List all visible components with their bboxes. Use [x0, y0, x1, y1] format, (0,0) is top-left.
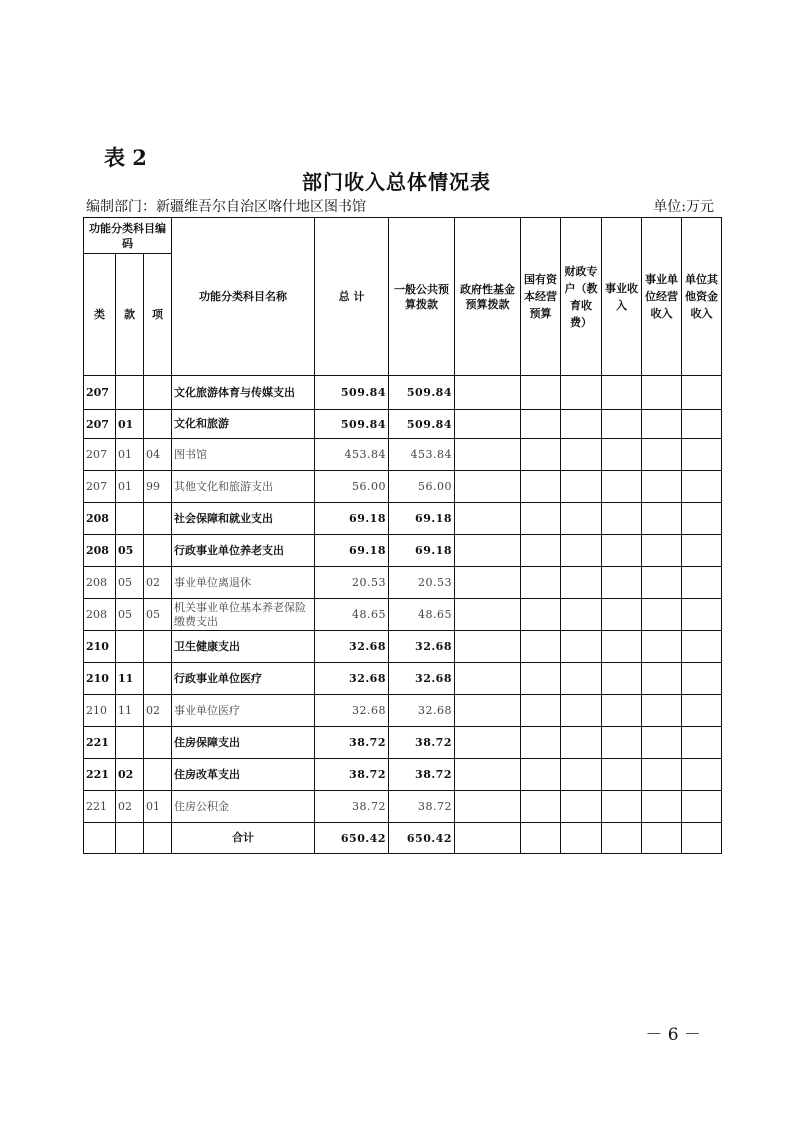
operation-income-cell [642, 759, 682, 791]
total-cell: 38.72 [315, 759, 389, 791]
other-income-cell [682, 410, 722, 439]
total-cell: 38.72 [315, 727, 389, 759]
fiscal-special-cell [561, 695, 602, 727]
kuan-cell: 02 [116, 791, 144, 823]
business-income-cell [602, 631, 642, 663]
header-lei: 类 [84, 254, 116, 376]
fiscal-special-cell [561, 471, 602, 503]
state-capital-cell [521, 376, 561, 410]
name-cell: 卫生健康支出 [172, 631, 315, 663]
fund-cell [455, 410, 521, 439]
fund-cell [455, 567, 521, 599]
general-cell: 69.18 [389, 535, 455, 567]
business-income-cell [602, 503, 642, 535]
other-income-cell [682, 823, 722, 854]
business-income-cell [602, 599, 642, 631]
name-cell: 文化旅游体育与传媒支出 [172, 376, 315, 410]
lei-cell: 210 [84, 695, 116, 727]
kuan-cell [116, 823, 144, 854]
lei-cell: 210 [84, 663, 116, 695]
xiang-cell: 02 [144, 567, 172, 599]
state-capital-cell [521, 695, 561, 727]
fund-cell [455, 599, 521, 631]
general-cell: 32.68 [389, 695, 455, 727]
kuan-cell: 02 [116, 759, 144, 791]
table-row [84, 663, 722, 695]
state-capital-cell [521, 663, 561, 695]
state-capital-cell [521, 631, 561, 663]
other-income-cell [682, 439, 722, 471]
lei-cell: 221 [84, 791, 116, 823]
fiscal-special-cell [561, 759, 602, 791]
operation-income-cell [642, 410, 682, 439]
operation-income-cell [642, 823, 682, 854]
other-income-cell [682, 471, 722, 503]
operation-income-cell [642, 471, 682, 503]
lei-cell: 221 [84, 759, 116, 791]
name-cell: 住房公积金 [172, 791, 315, 823]
total-cell: 69.18 [315, 535, 389, 567]
header-total: 总 计 [315, 218, 389, 376]
xiang-cell: 99 [144, 471, 172, 503]
kuan-cell: 01 [116, 439, 144, 471]
table-row [84, 410, 722, 439]
name-cell: 文化和旅游 [172, 410, 315, 439]
operation-income-cell [642, 503, 682, 535]
fund-cell [455, 535, 521, 567]
fiscal-special-cell [561, 503, 602, 535]
other-income-cell [682, 695, 722, 727]
business-income-cell [602, 823, 642, 854]
lei-cell: 208 [84, 503, 116, 535]
xiang-cell [144, 410, 172, 439]
other-income-cell [682, 663, 722, 695]
operation-income-cell [642, 535, 682, 567]
fund-cell [455, 695, 521, 727]
name-cell: 事业单位医疗 [172, 695, 315, 727]
fund-cell [455, 503, 521, 535]
state-capital-cell [521, 567, 561, 599]
xiang-cell: 01 [144, 791, 172, 823]
general-cell: 650.42 [389, 823, 455, 854]
kuan-cell: 11 [116, 663, 144, 695]
header-business-income: 事业收入 [602, 218, 642, 376]
business-income-cell [602, 791, 642, 823]
general-cell: 48.65 [389, 599, 455, 631]
table-row [84, 503, 722, 535]
general-cell: 509.84 [389, 376, 455, 410]
table-row [84, 631, 722, 663]
fiscal-special-cell [561, 791, 602, 823]
business-income-cell [602, 471, 642, 503]
xiang-cell [144, 663, 172, 695]
fund-cell [455, 791, 521, 823]
business-income-cell [602, 567, 642, 599]
operation-income-cell [642, 791, 682, 823]
total-cell: 509.84 [315, 376, 389, 410]
name-cell: 机关事业单位基本养老保险缴费支出 [172, 599, 315, 631]
other-income-cell [682, 535, 722, 567]
total-cell: 32.68 [315, 695, 389, 727]
operation-income-cell [642, 376, 682, 410]
lei-cell: 221 [84, 727, 116, 759]
xiang-cell [144, 376, 172, 410]
fiscal-special-cell [561, 823, 602, 854]
total-label: 合计 [172, 823, 315, 854]
table-row [84, 791, 722, 823]
header-kuan: 款 [116, 254, 144, 376]
business-income-cell [602, 535, 642, 567]
kuan-cell: 05 [116, 567, 144, 599]
general-cell: 69.18 [389, 503, 455, 535]
lei-cell: 207 [84, 376, 116, 410]
total-cell: 650.42 [315, 823, 389, 854]
lei-cell: 210 [84, 631, 116, 663]
name-cell: 行政事业单位医疗 [172, 663, 315, 695]
operation-income-cell [642, 695, 682, 727]
page-number: － 6 － [645, 1025, 701, 1045]
lei-cell: 207 [84, 410, 116, 439]
total-cell: 48.65 [315, 599, 389, 631]
header-fiscal-special: 财政专户（教育收费） [561, 218, 602, 376]
name-cell: 其他文化和旅游支出 [172, 471, 315, 503]
fiscal-special-cell [561, 599, 602, 631]
general-cell: 38.72 [389, 759, 455, 791]
header-general: 一般公共预算拨款 [389, 218, 455, 376]
fiscal-special-cell [561, 727, 602, 759]
lei-cell: 207 [84, 471, 116, 503]
total-cell: 32.68 [315, 663, 389, 695]
kuan-cell: 01 [116, 410, 144, 439]
fiscal-special-cell [561, 439, 602, 471]
fiscal-special-cell [561, 567, 602, 599]
state-capital-cell [521, 823, 561, 854]
lei-cell: 208 [84, 567, 116, 599]
operation-income-cell [642, 599, 682, 631]
state-capital-cell [521, 503, 561, 535]
org-label: 编制部门：新疆维吾尔自治区喀什地区图书馆 [86, 199, 366, 215]
header-fund: 政府性基金预算拨款 [455, 218, 521, 376]
operation-income-cell [642, 631, 682, 663]
fund-cell [455, 376, 521, 410]
operation-income-cell [642, 439, 682, 471]
general-cell: 20.53 [389, 567, 455, 599]
general-cell: 509.84 [389, 410, 455, 439]
xiang-cell [144, 759, 172, 791]
state-capital-cell [521, 727, 561, 759]
header-xiang: 项 [144, 254, 172, 376]
business-income-cell [602, 727, 642, 759]
other-income-cell [682, 791, 722, 823]
table-row [84, 599, 722, 631]
fiscal-special-cell [561, 376, 602, 410]
table-number: 表 2 [104, 145, 147, 170]
xiang-cell [144, 535, 172, 567]
xiang-cell [144, 631, 172, 663]
other-income-cell [682, 503, 722, 535]
total-cell: 38.72 [315, 791, 389, 823]
state-capital-cell [521, 759, 561, 791]
general-cell: 56.00 [389, 471, 455, 503]
fiscal-special-cell [561, 535, 602, 567]
fiscal-special-cell [561, 410, 602, 439]
fund-cell [455, 759, 521, 791]
other-income-cell [682, 599, 722, 631]
other-income-cell [682, 759, 722, 791]
operation-income-cell [642, 727, 682, 759]
general-cell: 32.68 [389, 631, 455, 663]
header-code-group: 功能分类科目编码 [84, 218, 172, 254]
name-cell: 住房保障支出 [172, 727, 315, 759]
kuan-cell [116, 727, 144, 759]
total-cell: 56.00 [315, 471, 389, 503]
kuan-cell: 05 [116, 535, 144, 567]
fund-cell [455, 471, 521, 503]
state-capital-cell [521, 471, 561, 503]
xiang-cell [144, 823, 172, 854]
other-income-cell [682, 567, 722, 599]
state-capital-cell [521, 791, 561, 823]
fund-cell [455, 727, 521, 759]
header-name: 功能分类科目名称 [172, 218, 315, 376]
xiang-cell [144, 727, 172, 759]
table-row [84, 567, 722, 599]
general-cell: 32.68 [389, 663, 455, 695]
table-row [84, 471, 722, 503]
total-cell: 509.84 [315, 410, 389, 439]
kuan-cell [116, 503, 144, 535]
other-income-cell [682, 727, 722, 759]
state-capital-cell [521, 535, 561, 567]
total-cell: 69.18 [315, 503, 389, 535]
fiscal-special-cell [561, 631, 602, 663]
general-cell: 453.84 [389, 439, 455, 471]
operation-income-cell [642, 663, 682, 695]
fund-cell [455, 663, 521, 695]
kuan-cell [116, 631, 144, 663]
unit-label: 单位:万元 [653, 199, 714, 215]
other-income-cell [682, 376, 722, 410]
lei-cell [84, 823, 116, 854]
kuan-cell: 01 [116, 471, 144, 503]
state-capital-cell [521, 599, 561, 631]
table-row [84, 376, 722, 410]
income-table [83, 217, 722, 854]
lei-cell: 207 [84, 439, 116, 471]
header-state-capital: 国有资本经营预算 [521, 218, 561, 376]
total-row [84, 823, 722, 854]
table-row [84, 759, 722, 791]
general-cell: 38.72 [389, 791, 455, 823]
table-row [84, 535, 722, 567]
table-row [84, 727, 722, 759]
fund-cell [455, 631, 521, 663]
name-cell: 社会保障和就业支出 [172, 503, 315, 535]
name-cell: 图书馆 [172, 439, 315, 471]
business-income-cell [602, 663, 642, 695]
fund-cell [455, 439, 521, 471]
business-income-cell [602, 695, 642, 727]
business-income-cell [602, 410, 642, 439]
total-cell: 32.68 [315, 631, 389, 663]
business-income-cell [602, 376, 642, 410]
total-cell: 20.53 [315, 567, 389, 599]
xiang-cell: 04 [144, 439, 172, 471]
table-row [84, 695, 722, 727]
fund-cell [455, 823, 521, 854]
general-cell: 38.72 [389, 727, 455, 759]
xiang-cell: 02 [144, 695, 172, 727]
lei-cell: 208 [84, 535, 116, 567]
fiscal-special-cell [561, 663, 602, 695]
xiang-cell: 05 [144, 599, 172, 631]
kuan-cell: 11 [116, 695, 144, 727]
operation-income-cell [642, 567, 682, 599]
name-cell: 行政事业单位养老支出 [172, 535, 315, 567]
name-cell: 事业单位离退休 [172, 567, 315, 599]
business-income-cell [602, 759, 642, 791]
kuan-cell [116, 376, 144, 410]
business-income-cell [602, 439, 642, 471]
state-capital-cell [521, 410, 561, 439]
page-title: 部门收入总体情况表 [302, 170, 491, 194]
xiang-cell [144, 503, 172, 535]
kuan-cell: 05 [116, 599, 144, 631]
total-cell: 453.84 [315, 439, 389, 471]
header-operation-income: 事业单位经营收入 [642, 218, 682, 376]
table-row [84, 439, 722, 471]
other-income-cell [682, 631, 722, 663]
state-capital-cell [521, 439, 561, 471]
header-other-income: 单位其他资金收入 [682, 218, 722, 376]
name-cell: 住房改革支出 [172, 759, 315, 791]
lei-cell: 208 [84, 599, 116, 631]
